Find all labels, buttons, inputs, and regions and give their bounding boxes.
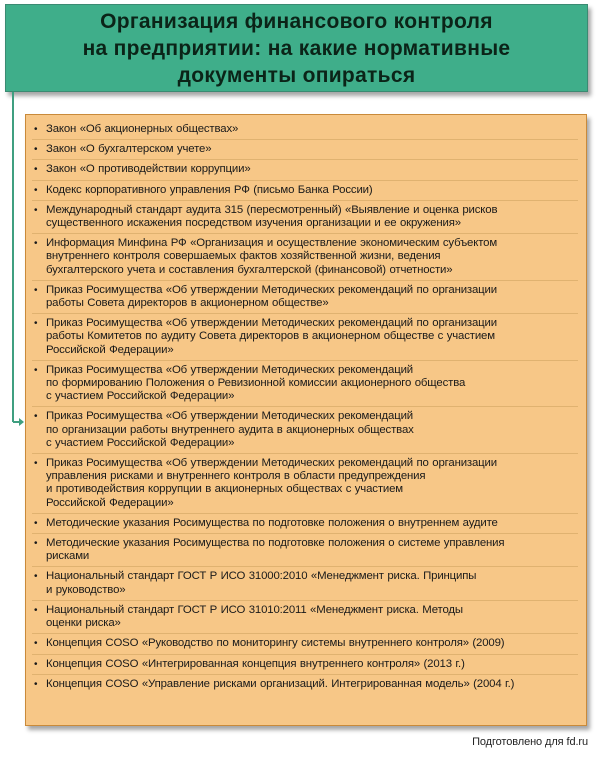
document-item (32, 140, 578, 160)
document-item (32, 534, 578, 567)
bullet-icon: • (34, 571, 38, 583)
bullet-icon: • (34, 411, 38, 423)
document-item-line: Приказ Росимущества «Об утверждении Методических рекомендаций по организации (46, 283, 497, 296)
document-item-line: Национальный стандарт ГОСТ Р ИСО 31010:2011 «Менеджмент риска. Методы (46, 603, 463, 616)
document-item (32, 361, 578, 408)
document-item (32, 601, 578, 634)
arrowhead-icon (19, 418, 24, 426)
bullet-icon: • (34, 204, 38, 216)
document-item-line: Методические указания Росимущества по подготовке положения о внутреннем аудите (46, 516, 498, 529)
document-item-line: Международный стандарт аудита 315 (пересмотренный) «Выявление и оценка рисков (46, 203, 498, 216)
title-banner (5, 4, 588, 92)
document-item (32, 655, 578, 675)
bullet-icon: • (34, 658, 38, 670)
document-item-line: рисками (46, 550, 90, 563)
document-item-line: Приказ Росимущества «Об утверждении Методических рекомендаций по организации (46, 317, 497, 330)
documents-list (32, 120, 578, 694)
document-item-line: с участием Российской Федерации» (46, 390, 235, 403)
document-item-line: Кодекс корпоративного управления РФ (письмо Банка России) (46, 183, 373, 196)
bullet-icon: • (34, 517, 38, 529)
document-item-line: внутреннего контроля совершаемых фактов хозяйственной жизни, ведения (46, 250, 441, 263)
document-item-line: бухгалтерского учета и составления бухгалтерской (финансовой) отчетности» (46, 263, 453, 276)
document-item-line: Приказ Росимущества «Об утверждении Методических рекомендаций (46, 410, 414, 423)
document-item (32, 407, 578, 454)
document-item (32, 675, 578, 694)
document-item-line: работы Комитетов по аудиту Совета директоров в акционерном обществе с участием (46, 330, 495, 343)
bullet-icon: • (34, 238, 38, 250)
bullet-icon: • (34, 364, 38, 376)
document-item-line: Информация Минфина РФ «Организация и осуществление экономическим субъектом (46, 237, 498, 250)
document-item-line: управления рисками и внутреннего контроля в области предупреждения (46, 470, 426, 483)
document-item-line: Закон «О бухгалтерском учете» (46, 143, 212, 156)
document-item-line: Закон «О противодействии коррупции» (46, 163, 251, 176)
document-item-line: и противодействия коррупции в акционерных обществах с участием (46, 483, 403, 496)
document-item-line: Приказ Росимущества «Об утверждении Методических рекомендаций (46, 363, 414, 376)
bullet-icon: • (34, 678, 38, 690)
bullet-icon: • (34, 164, 38, 176)
credit-note: Подготовлено для fd.ru (472, 736, 588, 748)
document-item-line: оценки риска» (46, 617, 121, 630)
document-item (32, 120, 578, 140)
document-item (32, 514, 578, 534)
document-item-line: с участием Российской Федерации» (46, 436, 235, 449)
bullet-icon: • (34, 604, 38, 616)
document-item-line: Российской Федерации» (46, 496, 174, 509)
bullet-icon: • (34, 124, 38, 135)
document-item-line: по организации работы внутреннего аудита в акционерных обществах (46, 423, 414, 436)
document-item (32, 234, 578, 281)
document-item (32, 567, 578, 600)
document-item-line: Методические указания Росимущества по подготовке положения о системе управления (46, 537, 505, 550)
bullet-icon: • (34, 458, 38, 470)
document-item-line: и руководство» (46, 583, 126, 596)
document-item (32, 281, 578, 314)
document-item (32, 160, 578, 180)
document-item-line: Концепция COSO «Руководство по мониторингу системы внутреннего контроля» (2009) (46, 637, 505, 650)
document-item-line: Концепция COSO «Интегрированная концепция внутреннего контроля» (2013 г.) (46, 657, 465, 670)
bullet-icon: • (34, 184, 38, 196)
title-line: на предприятии: на какие нормативные (82, 36, 511, 60)
document-item-line: Концепция COSO «Управление рисками организаций. Интегрированная модель» (2004 г.) (46, 677, 515, 690)
document-item-line: по формированию Положения о Ревизионной комиссии акционерного общества (46, 377, 466, 390)
document-item-line: Приказ Росимущества «Об утверждении Методических рекомендаций по организации (46, 457, 497, 470)
document-item-line: существенного искажения посредством изучения организации и ее окружения» (46, 217, 461, 230)
document-item (32, 634, 578, 654)
connector-arrow (10, 92, 24, 432)
document-item-line: Закон «Об акционерных обществах» (46, 123, 239, 135)
document-item (32, 314, 578, 361)
document-item-line: работы Совета директоров в акционерном обществе» (46, 297, 329, 310)
bullet-icon: • (34, 638, 38, 650)
bullet-icon: • (34, 284, 38, 296)
bullet-icon: • (34, 144, 38, 156)
document-item (32, 454, 578, 514)
bullet-icon: • (34, 318, 38, 330)
document-item-line: Российской Федерации» (46, 343, 174, 356)
title-line: документы опираться (177, 63, 416, 87)
page-title (83, 8, 511, 89)
bullet-icon: • (34, 538, 38, 550)
document-item (32, 201, 578, 234)
document-item-line: Национальный стандарт ГОСТ Р ИСО 31000:2010 «Менеджмент риска. Принципы (46, 570, 477, 583)
documents-list-panel (25, 114, 587, 726)
title-line: Организация финансового контроля (100, 9, 493, 33)
document-item (32, 181, 578, 201)
